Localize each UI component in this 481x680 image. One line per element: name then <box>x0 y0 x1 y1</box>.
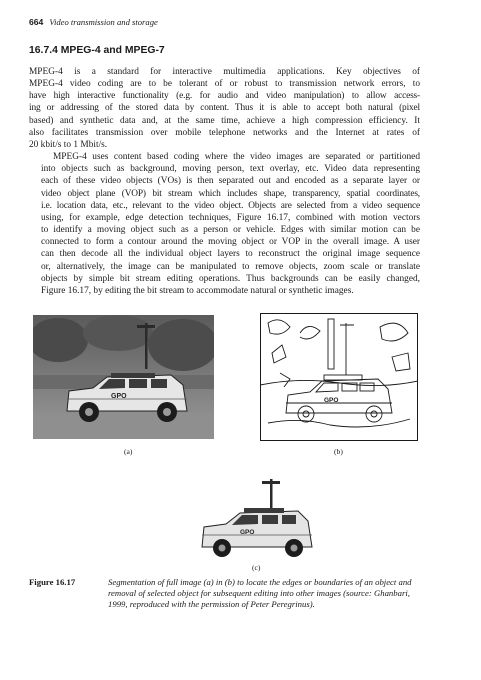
text-line: 20 kbit/s to 1 Mbit/s. <box>29 139 108 150</box>
figure-c-segmented-object <box>198 477 318 559</box>
text-line: also facilitates transmission over mobile telephone networks and the Internet at rates of <box>29 127 420 138</box>
figure-b-edge-map <box>260 313 418 441</box>
text-line: Figure 16.17, by editing the bit stream to accommodate natural or synthetic images. <box>41 285 354 296</box>
vehicle-text: GPO <box>324 397 339 404</box>
text-line: to identify a moving object such as a person or vehicle. Edges with similar motion can be <box>41 225 420 236</box>
text-line: using, for example, edge detection techniques, Figure 16.17, combined with motion vectors <box>41 212 420 223</box>
running-title: Video transmission and storage <box>49 17 158 27</box>
text-line: based) and synthetic data and, at the same time, achieve a high compression efficiency. It <box>29 115 420 126</box>
text-line: into objects such as background, moving person, text overlay, etc. Video data representing <box>41 164 420 175</box>
text-line: MPEG-4 video coding are to be tolerant of or robust to transmission network errors, to <box>29 79 420 90</box>
page-number: 664 <box>29 17 44 27</box>
body-text <box>29 66 420 297</box>
text-line: objects by simple bit stream editing operations. Thus backgrounds can be easily changed, <box>41 273 420 284</box>
text-line: have high interactive functionality (e.g. for audio and video manipulation) to allow access- <box>29 91 420 102</box>
vehicle-text: GPO <box>240 529 255 536</box>
paragraph-2 <box>29 151 420 297</box>
section-title: 16.7.4 MPEG-4 and MPEG-7 <box>29 45 165 56</box>
text-line: MPEG-4 is a standard for interactive multimedia applications. Key objectives of <box>29 67 420 77</box>
text-line: i.e. location data, etc., relevant to the video object. Objects are selected from a video sequence <box>41 200 420 211</box>
vehicle-text: GPO <box>111 393 127 400</box>
segmented-vehicle <box>198 477 318 559</box>
figure-label: Figure 16.17 <box>29 577 76 587</box>
paragraph-1 <box>29 66 420 151</box>
sublabel-b: (b) <box>334 447 343 456</box>
text-line: ing or addressing of the stored data by content. Thus it is able to accept both natural (pixel <box>29 103 420 114</box>
edge-detection-image <box>260 313 418 441</box>
text-line: video object plane (VOP) bit stream which includes shape, transparency, spatial coordinates, <box>41 188 420 199</box>
running-head <box>29 17 158 27</box>
text-line: can then decode all the individual object layers to reconstruct the original image sequence <box>41 249 420 260</box>
vehicle-photo <box>33 315 214 439</box>
text-line: or, alternatively, the image can be manipulated to remove objects, zoom scale or translate <box>41 261 420 272</box>
text-line: each of these video objects (VOs) is then separated out and encoded as a separate layer or <box>41 176 420 187</box>
text-line: connected to form a contour around the moving object or VOP in the overall image. A user <box>41 237 420 248</box>
sublabel-c: (c) <box>252 563 261 572</box>
text-line: MPEG-4 uses content based coding where the video images are separated or partitioned <box>53 152 420 163</box>
caption-text: Segmentation of full image (a) in (b) to locate the edges or boundaries of an object and removal of selected object for subsequent editing into other images (source: Ghanbari, 1999, reproduced with the permission of Peter Peregrinus). <box>108 577 412 610</box>
sublabel-a: (a) <box>124 447 133 456</box>
figure-a-full-image <box>33 315 214 439</box>
